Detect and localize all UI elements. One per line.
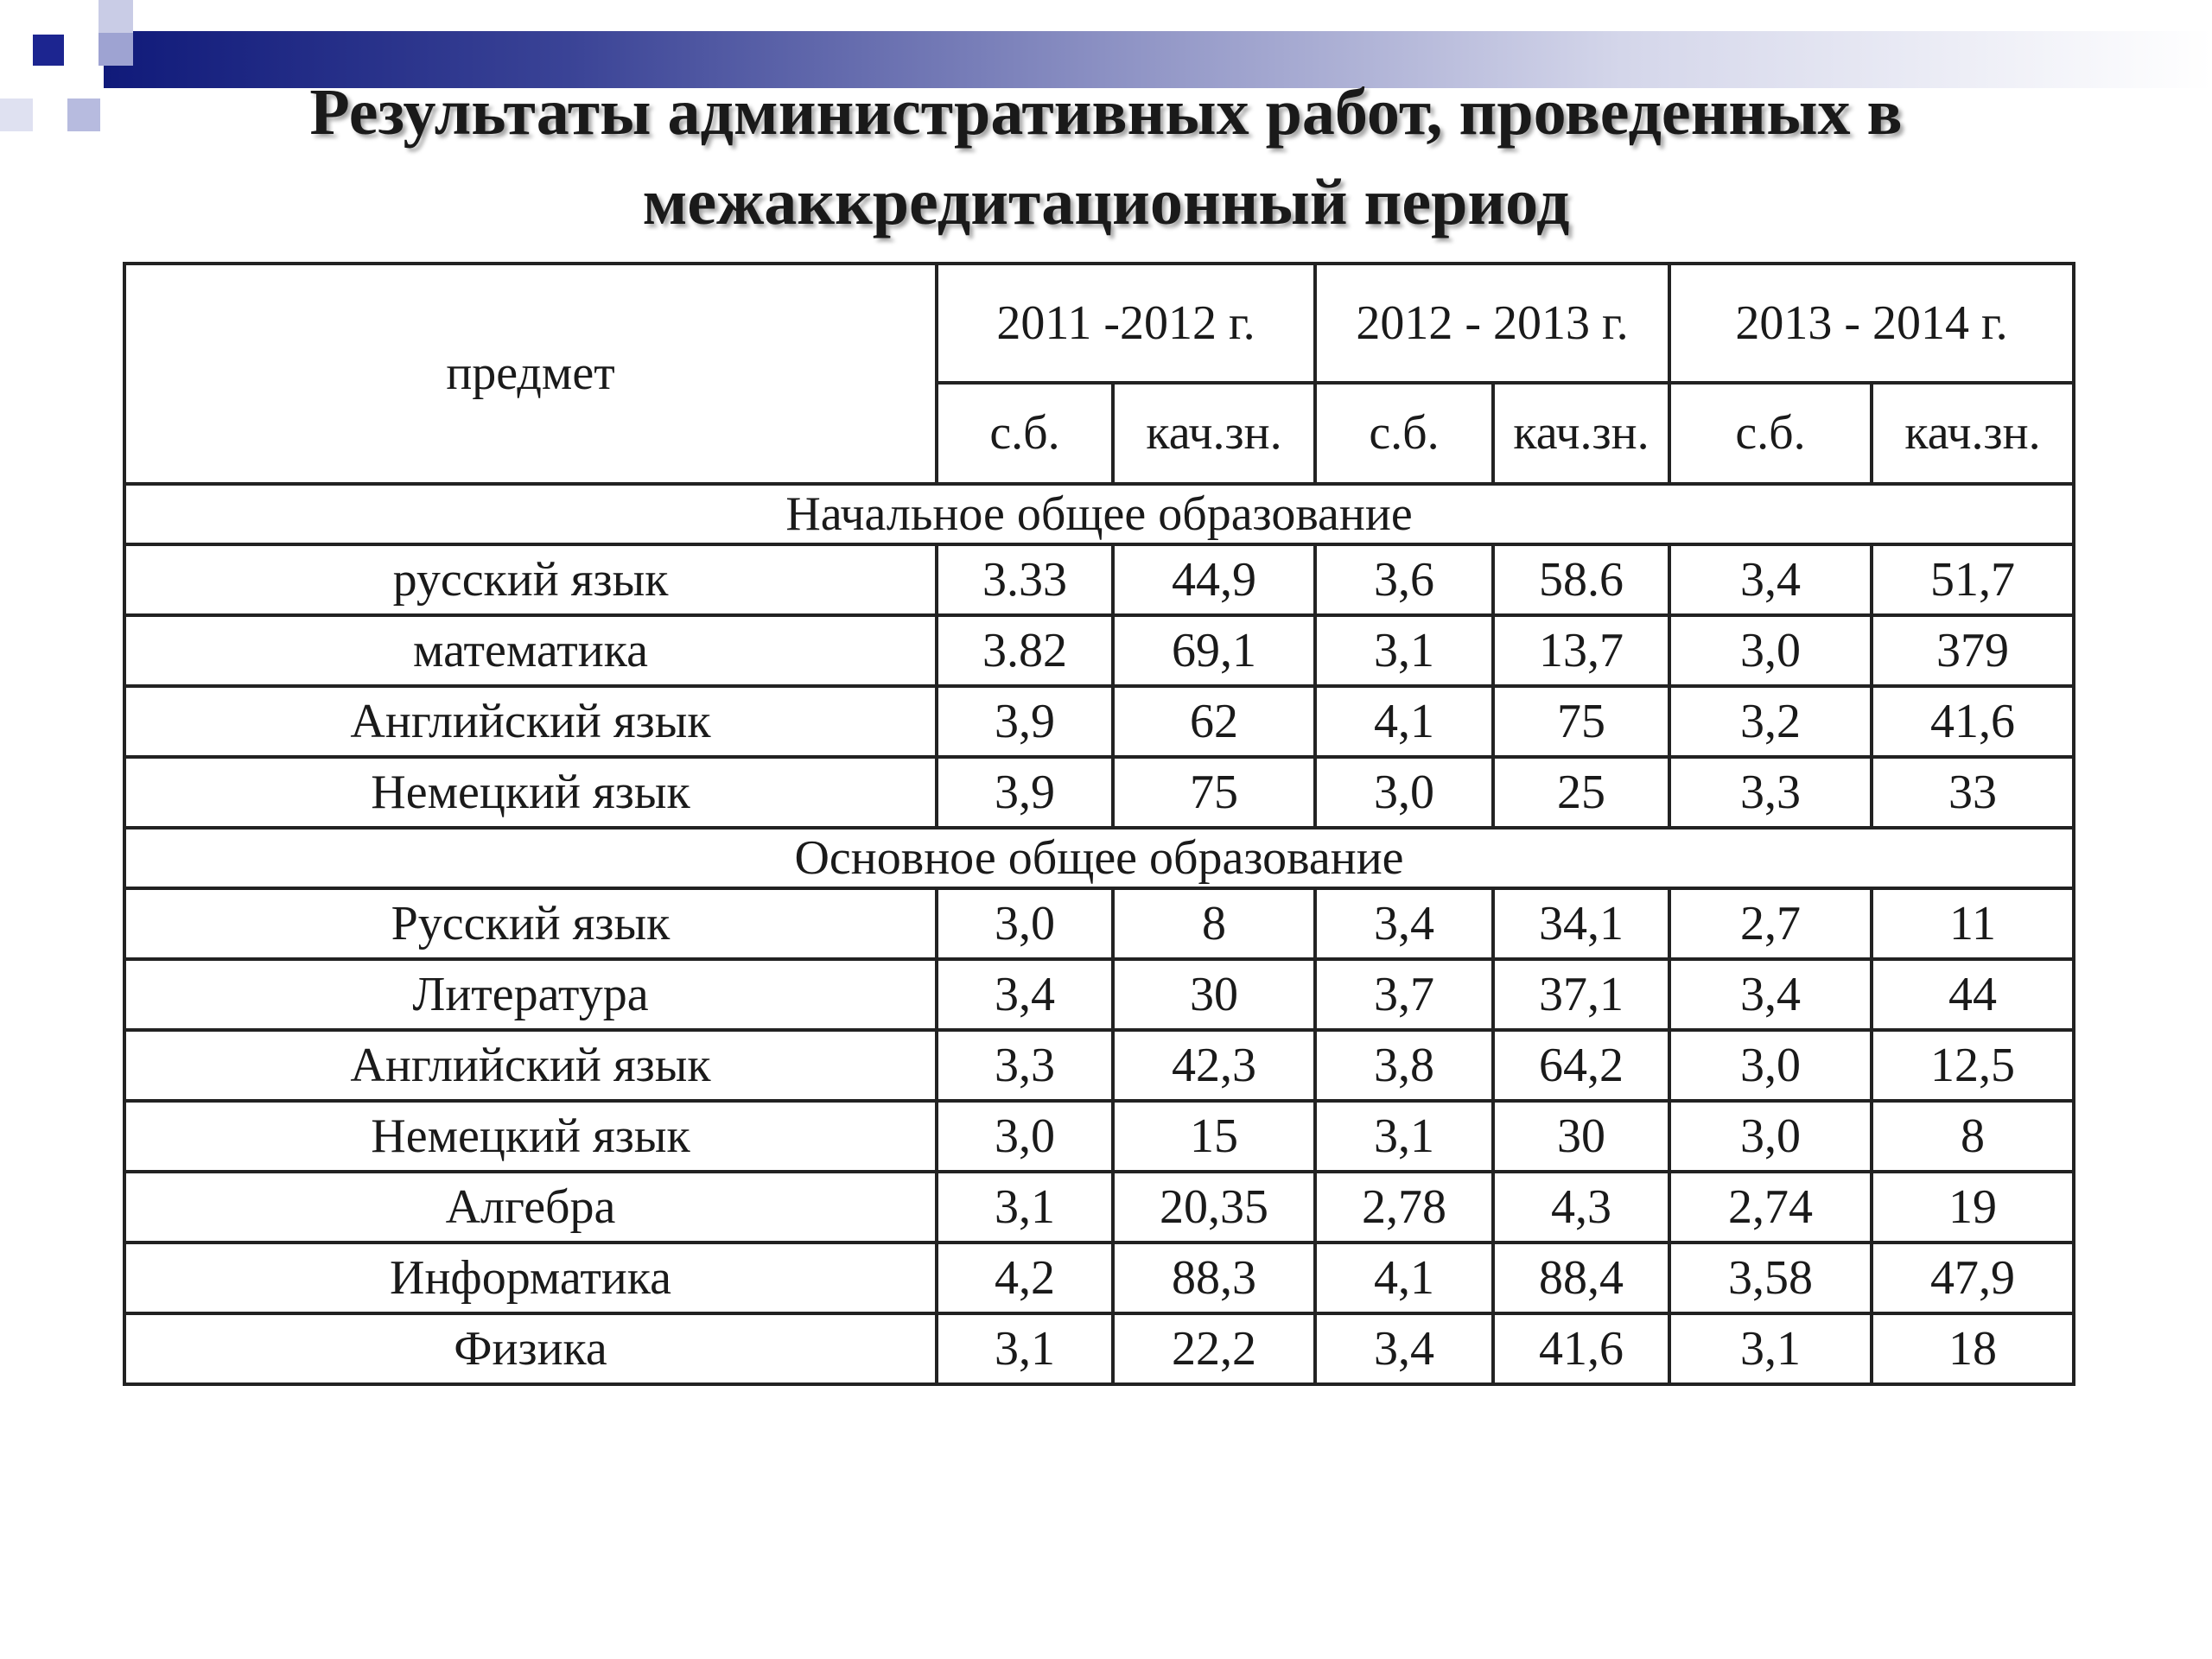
kachzn-value-cell: 41,6	[1493, 1313, 1669, 1384]
subheader-sb: с.б.	[937, 383, 1113, 484]
table-row	[124, 959, 2074, 1030]
table-row	[124, 615, 2074, 686]
results-table	[123, 262, 2075, 1386]
subject-cell: математика	[124, 615, 937, 686]
subject-header: предмет	[124, 264, 937, 484]
table-row	[124, 1030, 2074, 1101]
sb-value-cell: 3,1	[937, 1313, 1113, 1384]
kachzn-value-cell: 37,1	[1493, 959, 1669, 1030]
slide-title-line1: Результаты административных работ, проведенных в	[309, 76, 1903, 149]
kachzn-value-cell: 379	[1872, 615, 2074, 686]
kachzn-value-cell: 62	[1113, 686, 1315, 757]
subject-cell: Физика	[124, 1313, 937, 1384]
kachzn-value-cell: 33	[1872, 757, 2074, 828]
kachzn-value-cell: 8	[1113, 888, 1315, 959]
kachzn-value-cell: 47,9	[1872, 1243, 2074, 1313]
kachzn-value-cell: 30	[1113, 959, 1315, 1030]
sb-value-cell: 3,58	[1669, 1243, 1872, 1313]
sb-value-cell: 3,0	[1669, 1101, 1872, 1172]
kachzn-value-cell: 69,1	[1113, 615, 1315, 686]
kachzn-value-cell: 25	[1493, 757, 1669, 828]
sb-value-cell: 3,4	[1669, 544, 1872, 615]
sb-value-cell: 4,1	[1315, 1243, 1493, 1313]
kachzn-value-cell: 58.6	[1493, 544, 1669, 615]
sb-value-cell: 3,1	[1669, 1313, 1872, 1384]
subheader-sb: с.б.	[1315, 383, 1493, 484]
subject-cell: Немецкий язык	[124, 1101, 937, 1172]
kachzn-value-cell: 11	[1872, 888, 2074, 959]
decor-square-mid-light	[99, 33, 133, 66]
sb-value-cell: 2,7	[1669, 888, 1872, 959]
subject-cell: Немецкий язык	[124, 757, 937, 828]
section-row	[124, 484, 2074, 544]
kachzn-value-cell: 44	[1872, 959, 2074, 1030]
header-row-years	[124, 264, 2074, 383]
sb-value-cell: 3,1	[1315, 615, 1493, 686]
kachzn-value-cell: 41,6	[1872, 686, 2074, 757]
kachzn-value-cell: 30	[1493, 1101, 1669, 1172]
kachzn-value-cell: 51,7	[1872, 544, 2074, 615]
kachzn-value-cell: 75	[1113, 757, 1315, 828]
table-row	[124, 757, 2074, 828]
table-row	[124, 1243, 2074, 1313]
kachzn-value-cell: 88,4	[1493, 1243, 1669, 1313]
sb-value-cell: 3.33	[937, 544, 1113, 615]
year-header-2012-2013: 2012 - 2013 г.	[1315, 264, 1669, 383]
sb-value-cell: 3,4	[1669, 959, 1872, 1030]
sb-value-cell: 2,74	[1669, 1172, 1872, 1243]
kachzn-value-cell: 13,7	[1493, 615, 1669, 686]
section-row	[124, 828, 2074, 888]
sb-value-cell: 3,3	[1669, 757, 1872, 828]
sb-value-cell: 3,1	[1315, 1101, 1493, 1172]
decor-square-lower-light	[67, 99, 100, 131]
subheader-sb: с.б.	[1669, 383, 1872, 484]
sb-value-cell: 2,78	[1315, 1172, 1493, 1243]
slide-title	[156, 67, 2056, 247]
subject-cell: Английский язык	[124, 686, 937, 757]
kachzn-value-cell: 12,5	[1872, 1030, 2074, 1101]
year-header-2013-2014: 2013 - 2014 г.	[1669, 264, 2074, 383]
subheader-kachzn: кач.зн.	[1493, 383, 1669, 484]
sb-value-cell: 3,4	[1315, 888, 1493, 959]
sb-value-cell: 3,9	[937, 757, 1113, 828]
kachzn-value-cell: 20,35	[1113, 1172, 1315, 1243]
subheader-kachzn: кач.зн.	[1113, 383, 1315, 484]
sb-value-cell: 4,2	[937, 1243, 1113, 1313]
subheader-kachzn: кач.зн.	[1872, 383, 2074, 484]
kachzn-value-cell: 19	[1872, 1172, 2074, 1243]
sb-value-cell: 3.82	[937, 615, 1113, 686]
decor-square-left-light	[0, 99, 33, 131]
kachzn-value-cell: 8	[1872, 1101, 2074, 1172]
kachzn-value-cell: 34,1	[1493, 888, 1669, 959]
sb-value-cell: 3,3	[937, 1030, 1113, 1101]
kachzn-value-cell: 42,3	[1113, 1030, 1315, 1101]
section-title: Начальное общее образование	[124, 484, 2074, 544]
sb-value-cell: 3,1	[937, 1172, 1113, 1243]
kachzn-value-cell: 44,9	[1113, 544, 1315, 615]
sb-value-cell: 3,4	[937, 959, 1113, 1030]
subject-cell: русский язык	[124, 544, 937, 615]
subject-cell: Английский язык	[124, 1030, 937, 1101]
subject-cell: Русский язык	[124, 888, 937, 959]
decor-square-tl-dark	[33, 35, 64, 66]
sb-value-cell: 4,1	[1315, 686, 1493, 757]
kachzn-value-cell: 88,3	[1113, 1243, 1315, 1313]
sb-value-cell: 3,0	[937, 888, 1113, 959]
sb-value-cell: 3,0	[1669, 615, 1872, 686]
sb-value-cell: 3,4	[1315, 1313, 1493, 1384]
table-row	[124, 888, 2074, 959]
kachzn-value-cell: 22,2	[1113, 1313, 1315, 1384]
table-row	[124, 686, 2074, 757]
subject-cell: Алгебра	[124, 1172, 937, 1243]
slide-title-line2: межаккредитационный период	[642, 166, 1570, 238]
table-row	[124, 1101, 2074, 1172]
sb-value-cell: 3,0	[1669, 1030, 1872, 1101]
subject-cell: Информатика	[124, 1243, 937, 1313]
sb-value-cell: 3,0	[1315, 757, 1493, 828]
sb-value-cell: 3,2	[1669, 686, 1872, 757]
table-row	[124, 544, 2074, 615]
subject-cell: Литература	[124, 959, 937, 1030]
year-header-2011-2012: 2011 -2012 г.	[937, 264, 1315, 383]
decor-square-top-light	[99, 0, 133, 33]
kachzn-value-cell: 4,3	[1493, 1172, 1669, 1243]
kachzn-value-cell: 64,2	[1493, 1030, 1669, 1101]
kachzn-value-cell: 18	[1872, 1313, 2074, 1384]
kachzn-value-cell: 15	[1113, 1101, 1315, 1172]
sb-value-cell: 3,8	[1315, 1030, 1493, 1101]
kachzn-value-cell: 75	[1493, 686, 1669, 757]
sb-value-cell: 3,6	[1315, 544, 1493, 615]
section-title: Основное общее образование	[124, 828, 2074, 888]
sb-value-cell: 3,9	[937, 686, 1113, 757]
table-row	[124, 1313, 2074, 1384]
table-row	[124, 1172, 2074, 1243]
sb-value-cell: 3,0	[937, 1101, 1113, 1172]
sb-value-cell: 3,7	[1315, 959, 1493, 1030]
